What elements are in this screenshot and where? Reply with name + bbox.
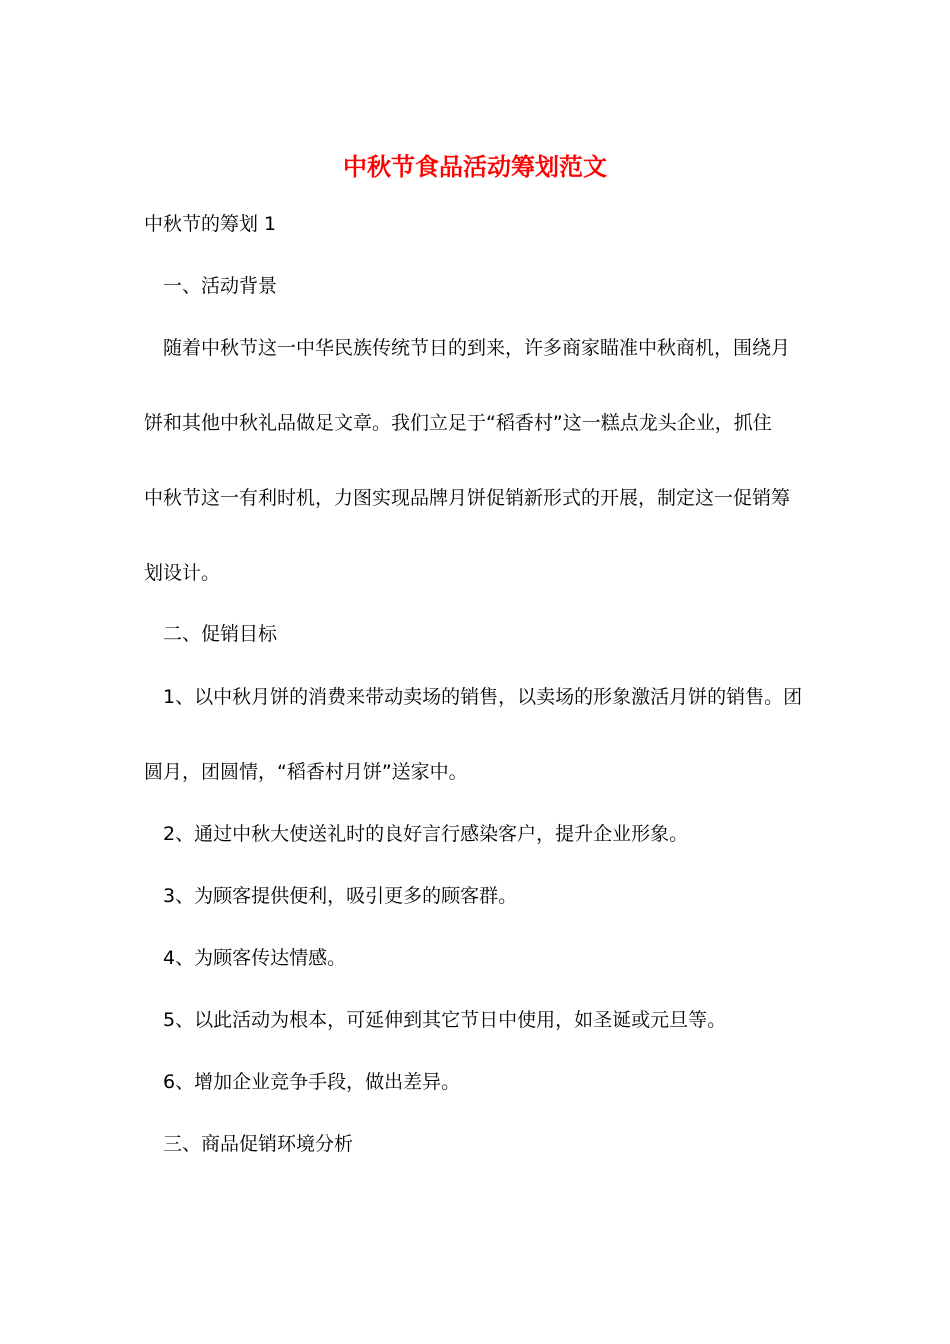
- heading-activity-background: 一、活动背景: [163, 275, 278, 297]
- paragraph-line: 饼和其他中秋礼品做足文章。我们立足于“稻香村”这一糕点龙头企业，抓住: [144, 412, 772, 434]
- heading-promotion-goals: 二、促销目标: [163, 623, 278, 645]
- list-item: 2、通过中秋大使送礼时的良好言行感染客户，提升企业形象。: [163, 823, 689, 845]
- paragraph-line: 划设计。: [144, 562, 221, 584]
- heading-environment-analysis: 三、商品促销环境分析: [163, 1133, 354, 1155]
- document-title: 中秋节食品活动筹划范文: [343, 152, 607, 181]
- list-item: 3、为顾客提供便利，吸引更多的顾客群。: [163, 885, 518, 907]
- paragraph-line: 随着中秋节这一中华民族传统节日的到来，许多商家瞄准中秋商机，围绕月: [163, 337, 791, 359]
- section-subtitle: 中秋节的筹划 1: [144, 213, 277, 235]
- list-item: 1、以中秋月饼的消费来带动卖场的销售，以卖场的形象激活月饼的销售。团: [163, 686, 803, 708]
- list-item: 4、为顾客传达情感。: [163, 947, 347, 969]
- list-item-continuation: 圆月，团圆情，“稻香村月饼”送家中。: [144, 761, 468, 783]
- list-item: 5、以此活动为根本，可延伸到其它节日中使用，如圣诞或元旦等。: [163, 1009, 727, 1031]
- paragraph-line: 中秋节这一有利时机，力图实现品牌月饼促销新形式的开展，制定这一促销筹: [144, 487, 791, 509]
- list-item: 6、增加企业竞争手段，做出差异。: [163, 1071, 461, 1093]
